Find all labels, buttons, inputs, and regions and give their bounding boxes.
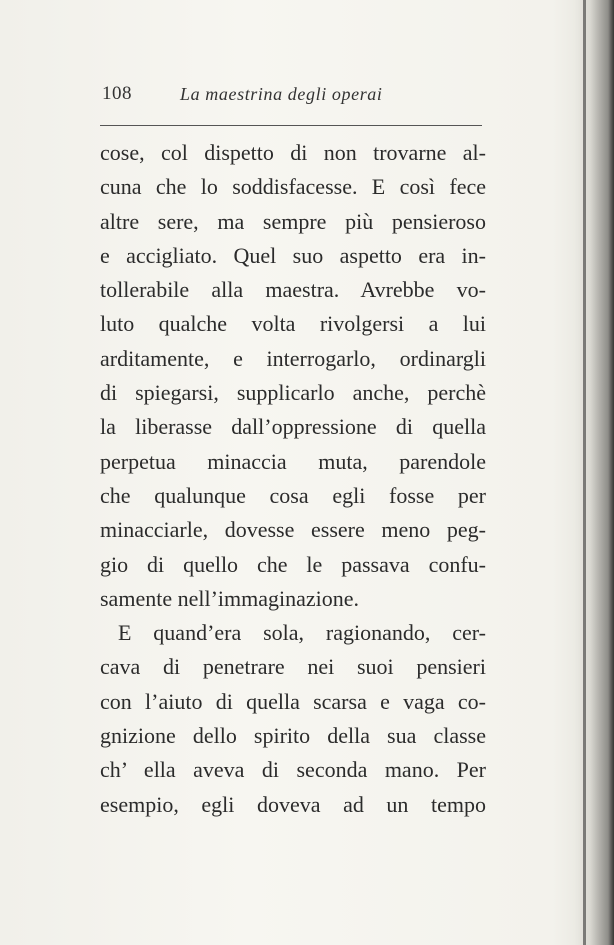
- text-body: [100, 136, 486, 822]
- text-line: che qualunque cosa egli fosse per: [100, 482, 486, 508]
- text-line: samente nell’immaginazione.: [100, 585, 360, 611]
- text-line: con l’aiuto di quella scarsa e vaga co-: [100, 688, 486, 714]
- text-line: altre sere, ma sempre più pensieroso: [100, 208, 486, 234]
- text-line: cose, col dispetto di non trovarne al-: [100, 140, 486, 165]
- text-line: cava di penetrare nei suoi pensieri: [100, 654, 486, 680]
- text-line: gio di quello che le passava confu-: [100, 551, 486, 577]
- text-line: cuna che lo soddisfacesse. E così fece: [100, 174, 486, 200]
- text-line: e accigliato. Quel suo aspetto era in-: [100, 242, 486, 268]
- text-line: la liberasse dall’oppressione di quella: [100, 414, 486, 440]
- text-line: ch’ ella aveva di seconda mano. Per: [100, 757, 486, 783]
- running-title: La maestrina degli operai: [180, 84, 383, 104]
- text-line: arditamente, e interrogarlo, ordinargli: [100, 345, 486, 371]
- text-line: esempio, egli doveva ad un tempo: [100, 791, 486, 817]
- text-line: E quand’era sola, ragionando, cer-: [118, 620, 486, 646]
- text-line: tollerabile alla maestra. Avrebbe vo-: [100, 277, 486, 303]
- text-line: minacciarle, dovesse essere meno peg-: [100, 517, 486, 543]
- text-line: gnizione dello spirito della sua classe: [100, 723, 486, 749]
- header-rule: [100, 125, 482, 126]
- text-line: luto qualche volta rivolgersi a lui: [100, 311, 486, 337]
- text-line: di spiegarsi, supplicarlo anche, perchè: [100, 380, 486, 406]
- page-number: 108: [102, 83, 132, 104]
- binding-line: [583, 0, 586, 945]
- page-edge-shadow: [574, 0, 614, 945]
- page-header: [102, 83, 482, 113]
- text-line: perpetua minaccia muta, parendole: [100, 448, 486, 474]
